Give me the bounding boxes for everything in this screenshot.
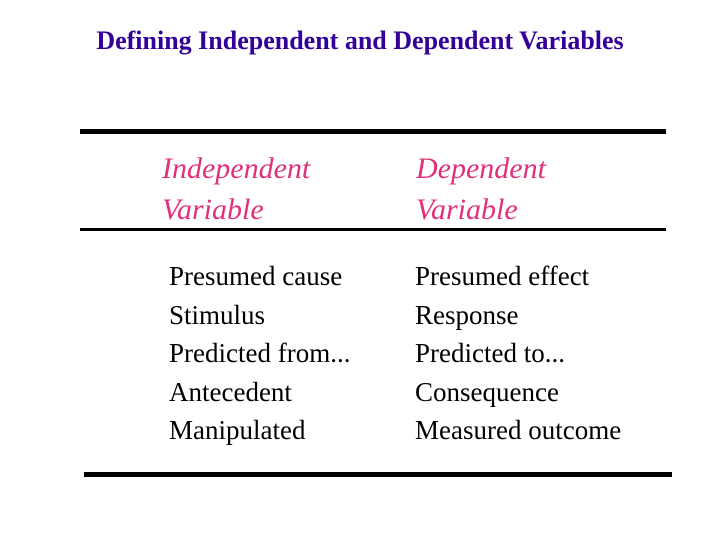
- column-header-line1: Dependent: [416, 152, 546, 185]
- list-item: Presumed cause: [169, 261, 343, 291]
- list-item: Stimulus: [169, 299, 266, 330]
- list-item: Consequence: [415, 376, 559, 407]
- list-item: Manipulated: [169, 415, 306, 445]
- independent-variable-list: [169, 257, 350, 450]
- slide-title: Defining Independent and Dependent Variables: [96, 26, 624, 55]
- column-header-dependent: [416, 148, 546, 230]
- list-item: Response: [415, 299, 519, 330]
- table-bottom-rule: [84, 472, 672, 477]
- list-item: Presumed effect: [415, 261, 590, 291]
- table-top-rule: [80, 129, 666, 134]
- column-header-line2: Variable: [162, 193, 264, 226]
- list-item: Predicted to...: [415, 338, 565, 368]
- list-item: Measured outcome: [415, 415, 622, 445]
- table-header-rule: [80, 228, 666, 231]
- list-item: Predicted from...: [169, 338, 351, 368]
- column-header-independent: [162, 148, 310, 230]
- list-item: Antecedent: [169, 376, 292, 407]
- column-header-line1: Independent: [162, 152, 311, 185]
- dependent-variable-list: [415, 257, 621, 450]
- column-header-line2: Variable: [416, 193, 518, 226]
